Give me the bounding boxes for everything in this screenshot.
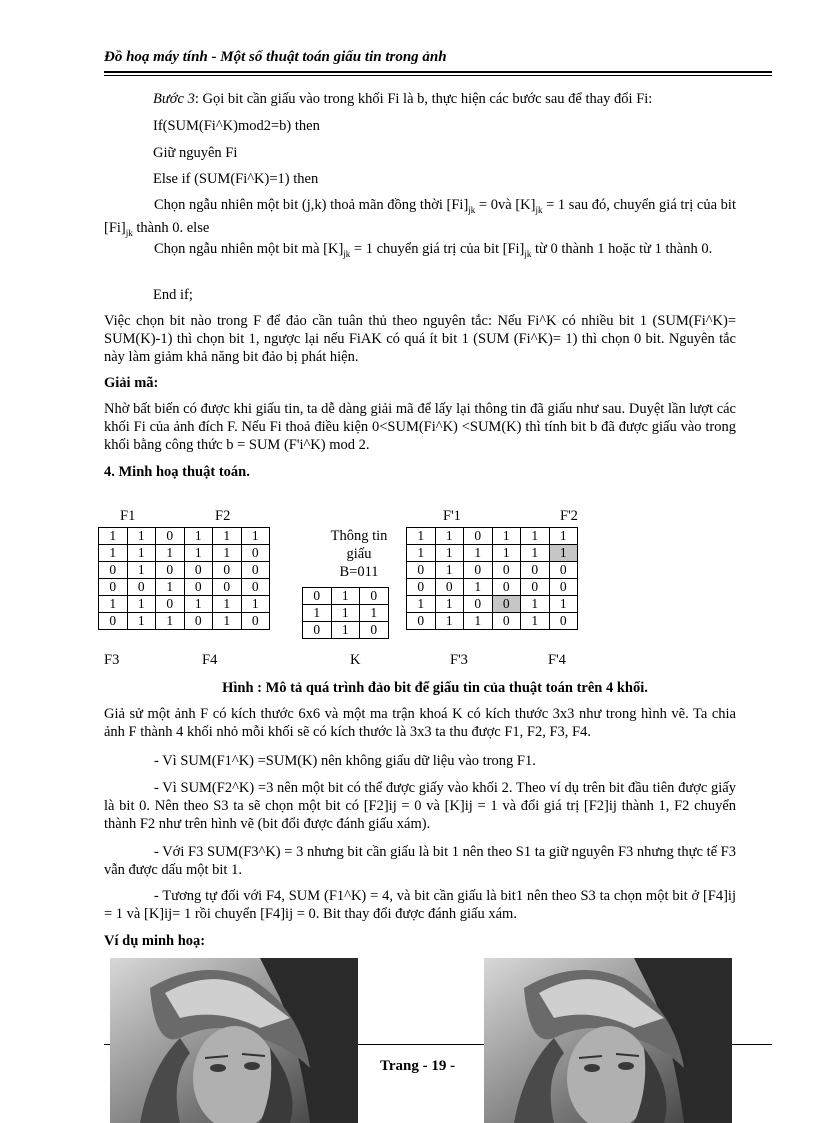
step3-label: Bước 3: [153, 91, 195, 107]
left_matrix-cell: 1: [99, 545, 128, 562]
right_matrix-cell: 0: [407, 613, 436, 630]
right_matrix-cell: 1: [521, 613, 550, 630]
label-f1-prime: F'1: [443, 508, 461, 524]
left_matrix-cell: 0: [156, 596, 185, 613]
right_matrix-row: [407, 596, 578, 613]
matrix-k: [302, 587, 389, 639]
endif-line: End if;: [153, 287, 193, 303]
right_matrix-cell: 1: [521, 596, 550, 613]
flip-bit-paragraph: Chọn ngẫu nhiên một bit mà $[K]_{jk} = 1$ chuyển giá trị của bit $[Fi]_{jk}$ từ 0 thành 1 hoặc từ 1 thành 0.: [154, 241, 713, 259]
right_matrix-cell: 0: [549, 562, 578, 579]
right_matrix-cell: 1: [407, 596, 436, 613]
k_matrix-cell: 0: [360, 622, 389, 639]
keep-line: Giữ nguyên Fi: [153, 145, 238, 161]
decode-heading: Giải mã:: [104, 375, 159, 391]
footer-rule-center: [358, 1044, 484, 1045]
left_matrix-row: [99, 613, 270, 630]
page-number: Trang - 19 -: [380, 1058, 456, 1074]
choose-bit-paragraph: Chọn ngẫu nhiên một bit (j,k) thoả mãn đồng thời $[Fi]_{jk}$ = 0và $[K]_{jk} = 1$ sau đó, chuyển giá trị của bit $[Fi]_{jk}$ thành 0. else: [104, 197, 736, 238]
right_matrix-cell: 0: [464, 562, 493, 579]
if-line: If(SUM(Fi^K)mod2=b) then: [153, 118, 320, 134]
right_matrix-cell: 0: [492, 596, 521, 613]
label-f2-prime: F'2: [560, 508, 578, 524]
right_matrix-cell: 1: [464, 613, 493, 630]
hidden-info-line1: Thông tin: [330, 528, 388, 544]
left_matrix-cell: 1: [241, 596, 270, 613]
k_matrix-cell: 1: [360, 605, 389, 622]
right_matrix-row: [407, 562, 578, 579]
right_matrix-cell: 1: [549, 545, 578, 562]
label-k: K: [350, 652, 361, 668]
right_matrix-cell: 1: [492, 545, 521, 562]
left_matrix-cell: 0: [241, 579, 270, 596]
k_matrix-row: [303, 622, 389, 639]
step3-line: [153, 90, 736, 108]
k_matrix-row: [303, 605, 389, 622]
label-f1: F1: [120, 508, 136, 524]
right_matrix-cell: 1: [492, 528, 521, 545]
k_matrix-cell: 0: [303, 622, 332, 639]
right_matrix-cell: 1: [464, 579, 493, 596]
footer-rule-right: [732, 1044, 772, 1045]
right_matrix-cell: 1: [521, 528, 550, 545]
hidden-info-line2: giấu: [346, 546, 372, 562]
elseif-line: Else if (SUM(Fi^K)=1) then: [153, 171, 319, 187]
bullet-f1: - Vì SUM(F1^K) =SUM(K) nên không giấu dữ liệu vào trong F1.: [154, 753, 536, 769]
k_matrix-row: [303, 588, 389, 605]
right_matrix-cell: 0: [464, 596, 493, 613]
right_matrix-cell: 1: [435, 562, 464, 579]
right_matrix-cell: 1: [549, 596, 578, 613]
right_matrix-cell: 1: [521, 545, 550, 562]
right_matrix-row: [407, 545, 578, 562]
right_matrix-cell: 1: [464, 545, 493, 562]
left_matrix-cell: 1: [99, 528, 128, 545]
left_matrix-cell: 0: [213, 562, 242, 579]
left_matrix-cell: 1: [184, 528, 213, 545]
left_matrix-cell: 1: [213, 596, 242, 613]
left_matrix-cell: 1: [184, 545, 213, 562]
bullet-f2: - Vì SUM(F2^K) =3 nên một bit có thể được giấy vào khối 2. Theo ví dụ trên bit đầu tiên được giấy là bit 0. Nên theo S3 ta sẽ chọn một bit có [F2]ij = 0 và [K]ij = 1 và đổi giá trị [F2]ij thành 1, F2 chuyển thành F2 như trên hình vẽ (bit đổi được đánh giấu xám).: [104, 780, 736, 832]
page-header-title: Đồ hoạ máy tính - Một số thuật toán giấu tin trong ảnh: [104, 49, 447, 65]
left_matrix-cell: 0: [99, 613, 128, 630]
left_matrix-cell: 0: [184, 579, 213, 596]
right_matrix-cell: 0: [521, 562, 550, 579]
right_matrix-cell: 1: [407, 545, 436, 562]
left_matrix-cell: 0: [156, 528, 185, 545]
left_matrix-cell: 1: [156, 613, 185, 630]
header-rule-thick: [104, 71, 772, 73]
right_matrix-cell: 0: [492, 579, 521, 596]
left_matrix-cell: 0: [99, 562, 128, 579]
k_matrix-cell: 1: [331, 622, 360, 639]
left_matrix-cell: 1: [127, 528, 156, 545]
header-rule-thin: [104, 75, 772, 76]
left_matrix-cell: 1: [241, 528, 270, 545]
right_matrix-cell: 0: [407, 562, 436, 579]
left_matrix-cell: 0: [184, 562, 213, 579]
left_matrix-cell: 1: [99, 596, 128, 613]
left_matrix-cell: 0: [213, 579, 242, 596]
right_matrix-cell: 0: [407, 579, 436, 596]
left_matrix-row: [99, 528, 270, 545]
k_matrix-cell: 1: [331, 588, 360, 605]
right_matrix-row: [407, 579, 578, 596]
right_matrix-cell: 0: [549, 613, 578, 630]
footer-rule-left: [104, 1044, 110, 1045]
left_matrix-cell: 1: [213, 545, 242, 562]
right_matrix-cell: 1: [435, 545, 464, 562]
left_matrix-cell: 0: [241, 545, 270, 562]
label-f3: F3: [104, 652, 120, 668]
left_matrix-cell: 1: [127, 545, 156, 562]
right_matrix-cell: 1: [435, 528, 464, 545]
left_matrix-cell: 0: [99, 579, 128, 596]
figure-caption: Hình : Mô tả quá trình đảo bit để giấu tin của thuật toán trên 4 khối.: [222, 680, 648, 696]
decode-paragraph: Nhờ bất biến có được khi giấu tin, ta dễ dàng giải mã để lấy lại thông tin đã giấu như sau. Duyệt lần lượt các khối Fi của ảnh đích F. Nếu Fi thoả điều kiện 0<SUM(Fi^K) <SUM(K) thì tính bit b đã được giấu vào trong khối bằng công thức b = SUM (F'i^K) mod 2.: [104, 401, 736, 453]
k_matrix-cell: 0: [303, 588, 332, 605]
left_matrix-row: [99, 562, 270, 579]
left_matrix-cell: 0: [241, 562, 270, 579]
right_matrix-cell: 0: [549, 579, 578, 596]
left_matrix-row: [99, 579, 270, 596]
label-f4-prime: F'4: [548, 652, 566, 668]
left_matrix-cell: 0: [241, 613, 270, 630]
section4-heading: 4. Minh hoạ thuật toán.: [104, 464, 250, 480]
right_matrix-cell: 1: [549, 528, 578, 545]
right_matrix-cell: 1: [435, 613, 464, 630]
matrix-f-original: [98, 527, 270, 630]
choose-rule-paragraph: Việc chọn bit nào trong F để đảo cần tuân thủ theo nguyên tắc: Nếu Fi^K có nhiều bit 1 (SUM(Fi^K)= SUM(K)-1) thì chọn bit 1, ngược lại nếu FiAK có quá ít bit 1 (SUM (Fi^K)= 1) thì chọn 0 bit. Nguyên tắc này làm giảm khả năng bit đảo bị phát hiện.: [104, 313, 736, 365]
hidden-info-line3: B=011: [339, 564, 379, 580]
label-f2: F2: [215, 508, 231, 524]
portrait-image-right: [484, 958, 732, 1123]
bullet-f3: - Với F3 SUM(F3^K) = 3 nhưng bit cần giấu là bit 1 nên theo S1 ta giữ nguyên F3 nhưng thực tế F3 vẫn được dấu một bit 1.: [104, 844, 736, 878]
example-heading: Ví dụ minh hoạ:: [104, 933, 206, 949]
portrait-image-left: [110, 958, 358, 1123]
k_matrix-cell: 0: [360, 588, 389, 605]
label-f4: F4: [202, 652, 218, 668]
matrix-f-stego: [406, 527, 578, 630]
left_matrix-cell: 1: [213, 613, 242, 630]
left_matrix-row: [99, 596, 270, 613]
left_matrix-row: [99, 545, 270, 562]
right_matrix-row: [407, 613, 578, 630]
assume-paragraph: Giả sử một ảnh F có kích thước 6x6 và một ma trận khoá K có kích thước 3x3 như trong hình vẽ. Ta chia ảnh F thành 4 khối nhỏ mỗi khối sẽ có kích thước là 3x3 ta thu được F1, F2, F3, F4.: [104, 706, 736, 740]
left_matrix-cell: 0: [156, 562, 185, 579]
example-photo-original: [110, 958, 358, 1123]
left_matrix-cell: 0: [184, 613, 213, 630]
left_matrix-cell: 1: [127, 562, 156, 579]
left_matrix-cell: 1: [156, 545, 185, 562]
right_matrix-cell: 0: [464, 528, 493, 545]
left_matrix-cell: 1: [127, 613, 156, 630]
right_matrix-cell: 0: [435, 579, 464, 596]
left_matrix-cell: 1: [156, 579, 185, 596]
label-f3-prime: F'3: [450, 652, 468, 668]
step3-text: : Gọi bit cần giấu vào trong khối Fi là b, thực hiện các bước sau để thay đổi Fi:: [194, 91, 653, 107]
right_matrix-cell: 0: [492, 562, 521, 579]
right_matrix-cell: 1: [435, 596, 464, 613]
right_matrix-cell: 0: [521, 579, 550, 596]
left_matrix-cell: 1: [213, 528, 242, 545]
k_matrix-cell: 1: [303, 605, 332, 622]
right_matrix-row: [407, 528, 578, 545]
right_matrix-cell: 0: [492, 613, 521, 630]
left_matrix-cell: 0: [127, 579, 156, 596]
bullet-f4: - Tương tự đối với F4, SUM (F1^K) = 4, và bit cần giấu là bit1 nên theo S3 ta chọn một bit ở [F4]ij = 1 và [K]ij= 1 rồi chuyển [F4]ij = 0. Bit thay đổi được đánh giấu xám.: [104, 888, 736, 922]
example-photo-stego: [484, 958, 732, 1123]
k_matrix-cell: 1: [331, 605, 360, 622]
left_matrix-cell: 1: [127, 596, 156, 613]
left_matrix-cell: 1: [184, 596, 213, 613]
hidden-info-box: [304, 527, 414, 581]
right_matrix-cell: 1: [407, 528, 436, 545]
